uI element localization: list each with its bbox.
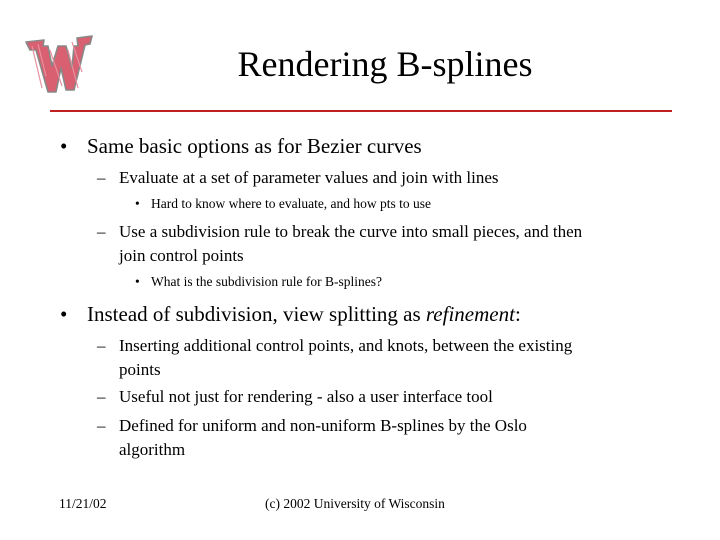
footer-copyright: (c) 2002 University of Wisconsin <box>265 496 445 511</box>
sub-sub-bullet-marker: • <box>135 196 140 211</box>
sub-bullet-text: Evaluate at a set of parameter values and join with lines <box>119 168 499 187</box>
bullet-marker: • <box>60 134 68 158</box>
footer-date: 11/21/02 <box>59 496 107 511</box>
sub-bullet-text: Useful not just for rendering - also a user interface tool <box>119 387 493 406</box>
sub-bullet-marker: – <box>97 416 106 435</box>
bullet-text-after: : <box>514 302 521 326</box>
sub-bullet-text-line1: Defined for uniform and non-uniform B-splines by the Oslo <box>119 416 527 435</box>
bullet-text-before: Instead of subdivision, view splitting as <box>87 302 426 326</box>
sub-sub-bullet-text: Hard to know where to evaluate, and how pts to use <box>151 196 432 211</box>
sub-bullet-marker: – <box>97 336 106 355</box>
sub-bullet-text-line2: join control points <box>119 246 244 265</box>
bullet-text-emphasis: refinement <box>425 302 515 326</box>
sub-bullet-text-line1: Use a subdivision rule to break the curve into small pieces, and then <box>119 222 583 241</box>
sub-bullet-text-line2: algorithm <box>119 440 186 459</box>
sub-bullet-text-line2: points <box>119 360 161 379</box>
sub-bullet-marker: – <box>97 222 106 241</box>
sub-sub-bullet-text: What is the subdivision rule for B-splines? <box>151 274 382 289</box>
bullet-text: Same basic options as for Bezier curves <box>87 134 422 158</box>
bullet-text <box>87 301 521 327</box>
sub-sub-bullet-marker: • <box>135 274 140 289</box>
slide-title: Rendering B-splines <box>237 44 533 84</box>
sub-bullet-marker: – <box>97 168 106 187</box>
sub-bullet-text-line1: Inserting additional control points, and knots, between the existing <box>119 336 573 355</box>
bullet-marker: • <box>60 302 68 326</box>
sub-bullet-marker: – <box>97 387 106 406</box>
